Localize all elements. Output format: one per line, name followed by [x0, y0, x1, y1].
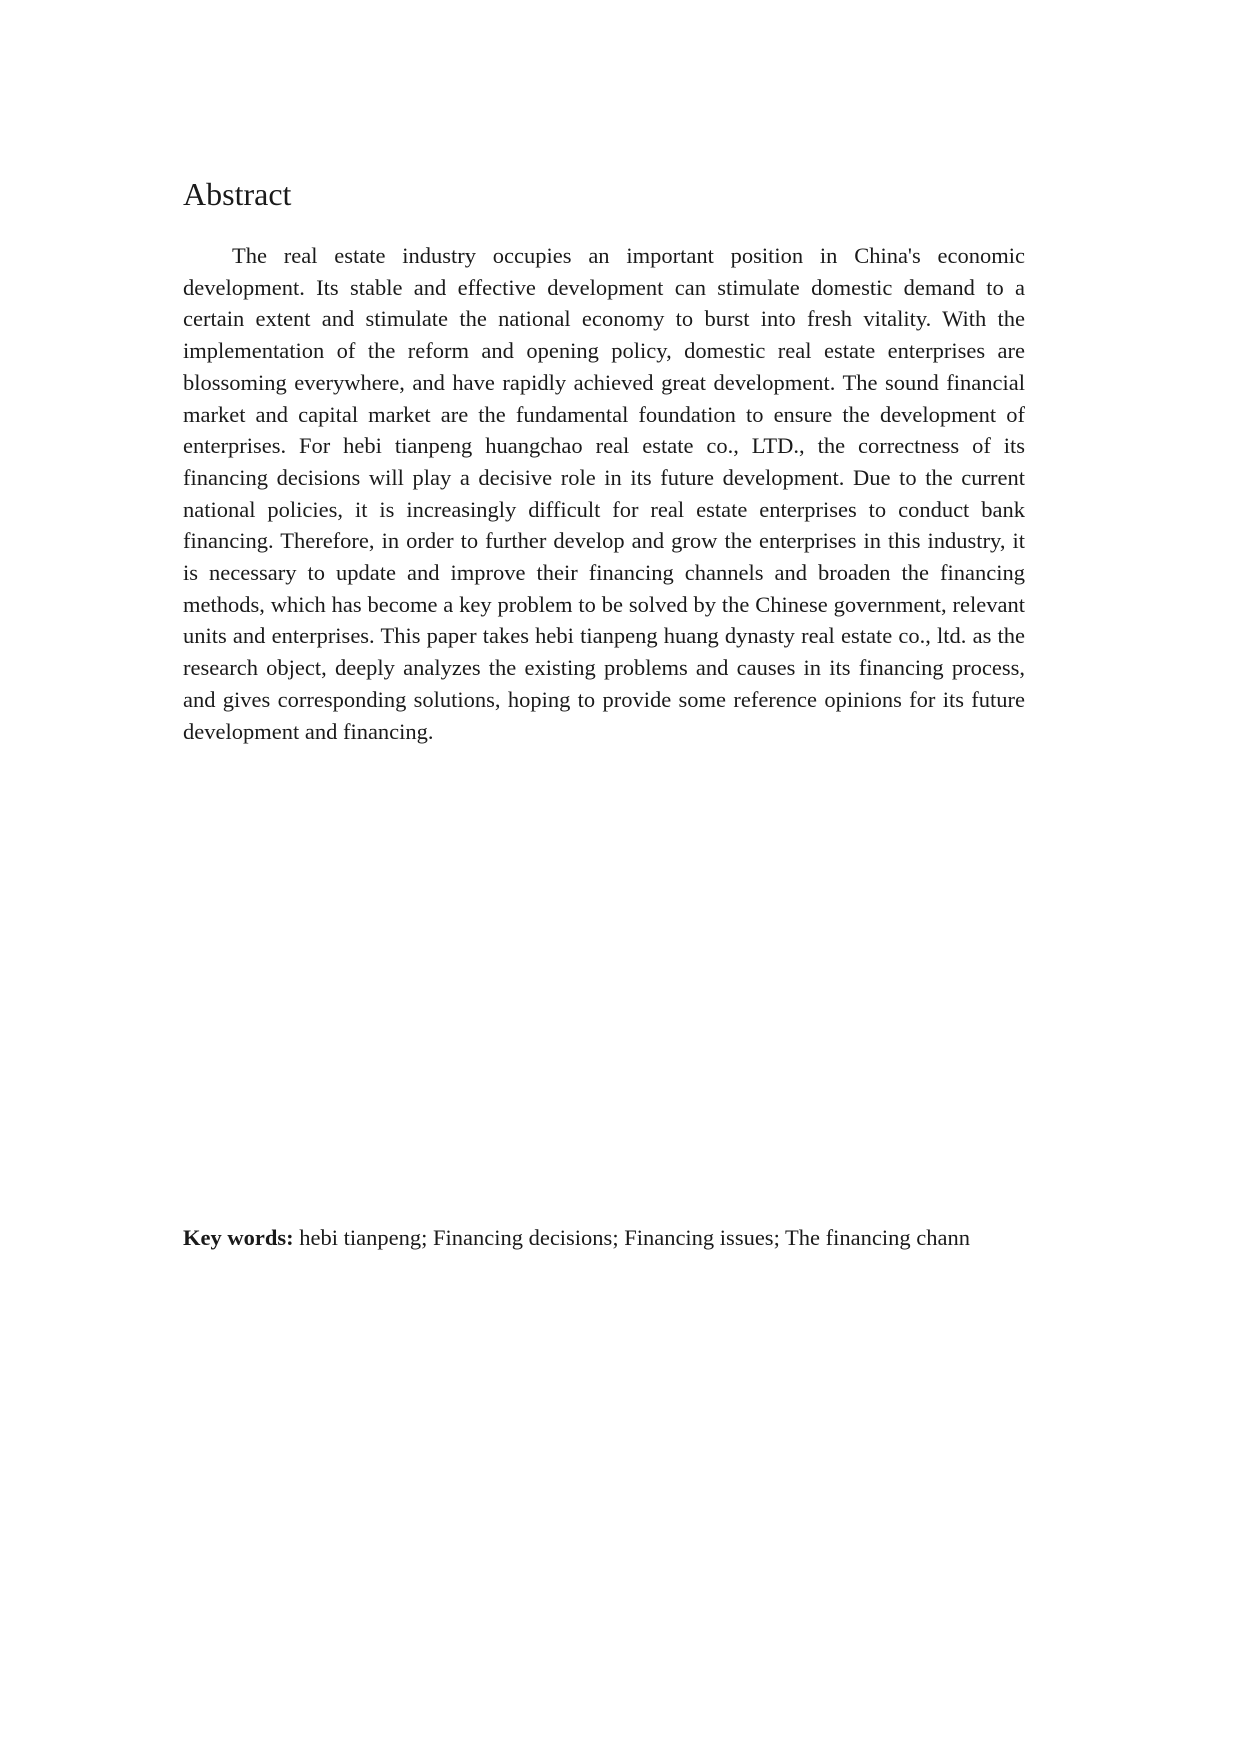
keywords-label: Key words:	[183, 1225, 294, 1250]
abstract-heading: Abstract	[183, 176, 292, 212]
keywords-line	[183, 1222, 1025, 1254]
abstract-paragraph: The real estate industry occupies an important position in China's economic development. Its stable and effective development can stimulate domestic demand to a certain extent and stimulate the national economy to burst into fresh vitality. With the implementation of the reform and opening policy, domestic real estate enterprises are blossoming everywhere, and have rapidly achieved great development. The sound financial market and capital market are the fundamental foundation to ensure the development of enterprises. For hebi tianpeng huangchao real estate co., LTD., the correctness of its financing decisions will play a decisive role in its future development. Due to the current national policies, it is increasingly difficult for real estate enterprises to conduct bank financing. Therefore, in order to further develop and grow the enterprises in this industry, it is necessary to update and improve their financing channels and broaden the financing methods, which has become a key problem to be solved by the Chinese government, relevant units and enterprises. This paper takes hebi tianpeng huang dynasty real estate co., ltd. as the research object, deeply analyzes the existing problems and causes in its financing process, and gives corresponding solutions, hoping to provide some reference opinions for its future development and financing.	[183, 243, 1025, 744]
keywords-text: hebi tianpeng; Financing decisions; Financing issues; The financing chann	[293, 1225, 970, 1250]
